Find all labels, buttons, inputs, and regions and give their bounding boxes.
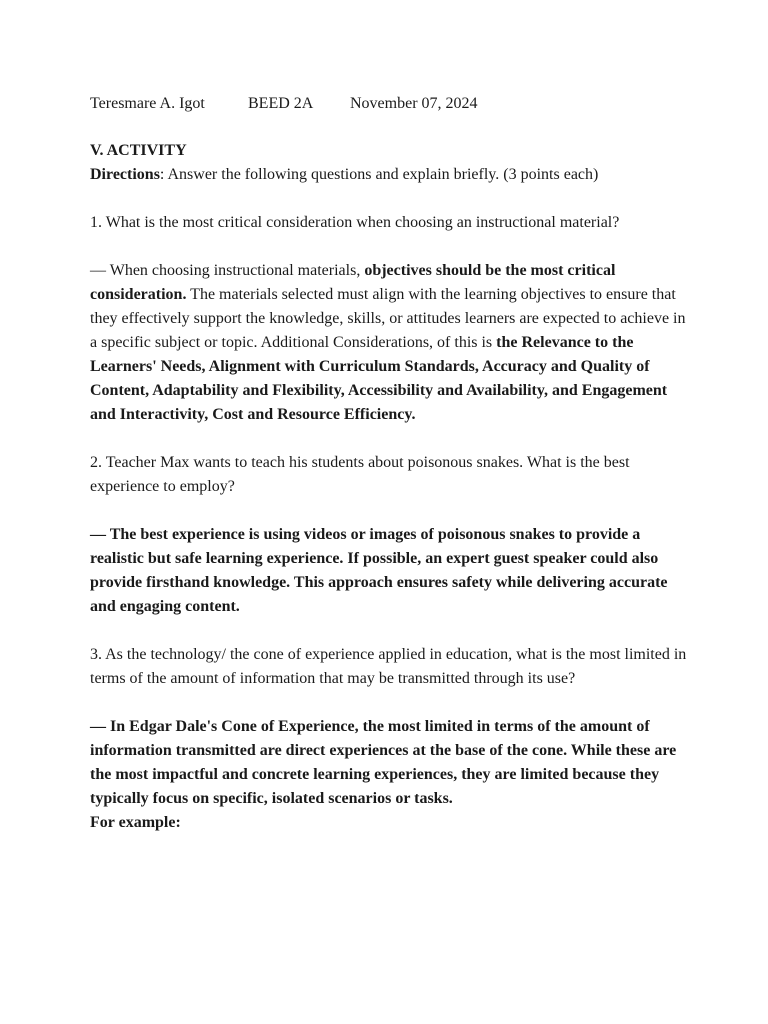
question-1: 1. What is the most critical consideration when choosing an instructional material?	[90, 214, 620, 231]
activity-title: V. ACTIVITY	[90, 142, 187, 159]
answer-2: — The best experience is using videos or images of poisonous snakes to provide a realistic but safe learning experience. If possible, an expert guest speaker could also provide firsthand knowledge. This approach ensures safety while delivering accurate and engaging content.	[90, 526, 668, 615]
answer-1-key-point: objectives should be the most critical consideration.	[90, 262, 616, 303]
student-header	[90, 92, 690, 116]
question-3: 3. As the technology/ the cone of experience applied in education, what is the most limited in terms of the amount of information that may be transmitted through its use?	[90, 646, 687, 687]
answer-1	[90, 259, 690, 427]
answer-1-intro: — When choosing instructional materials,	[90, 262, 365, 279]
student-name: Teresmare A. Igot	[90, 95, 205, 112]
question-2: 2. Teacher Max wants to teach his students about poisonous snakes. What is the best experience to employ?	[90, 454, 630, 495]
document-page	[90, 92, 690, 835]
directions-text: : Answer the following questions and explain briefly. (3 points each)	[159, 166, 599, 183]
example-label: For example:	[90, 814, 181, 831]
answer-1-body: The materials selected must align with the learning objectives to ensure that they effectively support the knowledge, skills, or attitudes learners are expected to achieve in a specific subject or topic. Additional Considerations, of this is	[90, 286, 686, 351]
submission-date: November 07, 2024	[350, 95, 478, 112]
student-section: BEED 2A	[248, 95, 314, 112]
directions-label: Directions	[90, 166, 160, 183]
answer-1-considerations: the Relevance to the Learners' Needs, Alignment with Curriculum Standards, Accuracy and Quality of Content, Adaptability and Flexibility, Accessibility and Availability, and Engagement and Interactivity, Cost and Resource Efficiency.	[90, 334, 668, 423]
directions	[90, 163, 690, 187]
answer-3: — In Edgar Dale's Cone of Experience, the most limited in terms of the amount of information transmitted are direct experiences at the base of the cone. While these are the most impactful and concrete learning experiences, they are limited because they typically focus on specific, isolated scenarios or tasks.	[90, 718, 677, 807]
